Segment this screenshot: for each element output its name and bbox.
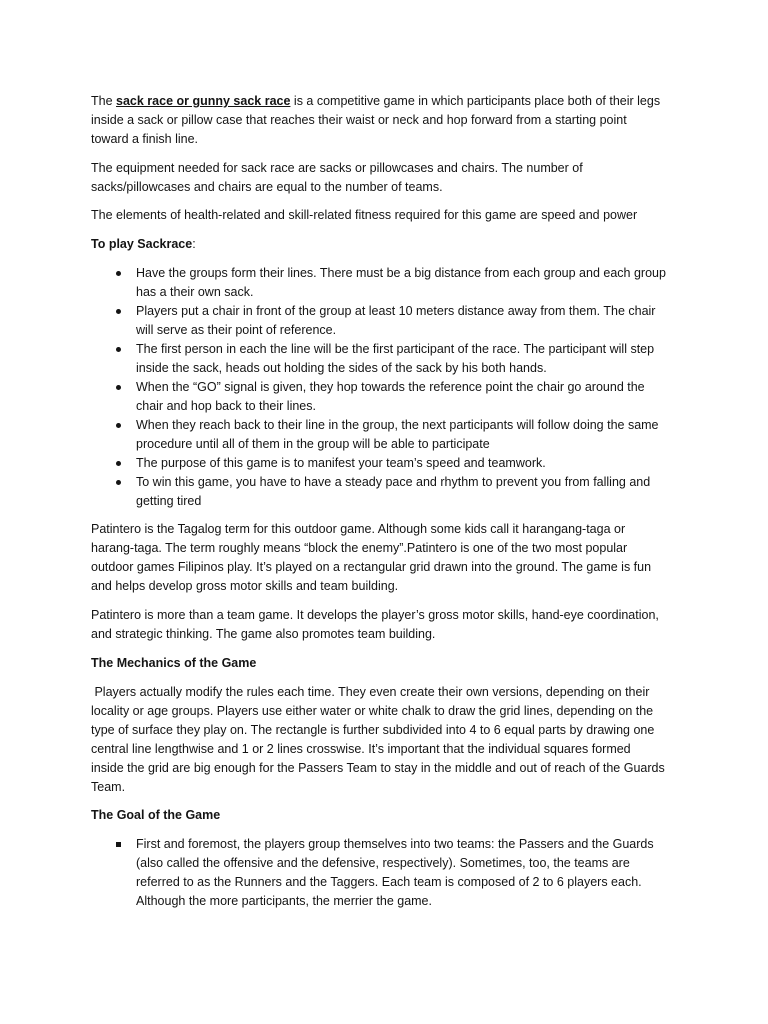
- text-line: The Goal of the Game: [91, 808, 221, 823]
- text-line: (also called the offensive and the defensive, respectively). Sometimes, too, the teams are: [136, 855, 630, 870]
- bullet-icon: [116, 480, 121, 485]
- text-line: and helps develop gross motor skills and team building.: [91, 579, 399, 594]
- list-item-step-4: [91, 378, 711, 416]
- text-line: procedure until all of them in the group will be able to participate: [136, 436, 490, 451]
- text-line: Players put a chair in front of the group at least 10 meters distance away from them. The chair: [136, 303, 656, 318]
- text-line: locality or age groups. Players use either water or white chalk to draw the grid lines, depending on the: [91, 703, 654, 718]
- paragraph-sack-race-equipment: [91, 159, 711, 197]
- text-line: The first person in each the line will be the first participant of the race. The participant will step: [136, 341, 655, 356]
- text-line: central line lengthwise and 1 or 2 lines crosswise. It’s important that the individual squares formed: [91, 741, 631, 756]
- bullet-icon: [116, 271, 121, 276]
- text-line: has a their own sack.: [136, 284, 254, 299]
- text-line: Patintero is the Tagalog term for this outdoor game. Although some kids call it harangang-taga or: [91, 522, 626, 537]
- text-line: To win this game, you have to have a steady pace and rhythm to prevent you from falling and: [136, 474, 651, 489]
- text-line: When the “GO” signal is given, they hop towards the reference point the chair go around the: [136, 379, 645, 394]
- text-line: When they reach back to their line in the group, the next participants will follow doing the same: [136, 417, 659, 432]
- text-line: type of surface they play on. The rectangle is further subdivided into 4 to 6 equal parts by drawing one: [91, 722, 655, 737]
- bullet-icon: [116, 461, 121, 466]
- heading-label: To play Sackrace: [91, 237, 193, 252]
- text-segment: is a competitive game in which participants place both of their legs: [290, 94, 661, 108]
- text-line: chair and hop back to their lines.: [136, 398, 316, 413]
- text-line: outdoor games Filipinos play. It’s played on a rectangular grid drawn into the ground. The game is fun: [91, 560, 652, 575]
- text-segment: The: [91, 94, 117, 108]
- bullet-icon: [116, 423, 121, 428]
- text-line: inside a sack or pillow case that reaches their waist or neck and hop forward from a starting point: [91, 113, 627, 127]
- list-sackrace-steps: [91, 264, 711, 511]
- document-body: [91, 92, 711, 921]
- text-line: The purpose of this game is to manifest your team’s speed and teamwork.: [136, 455, 546, 470]
- text-line: The elements of health-related and skill-related fitness required for this game are speed and power: [91, 208, 638, 223]
- text-line: harang-taga. The term roughly means “block the enemy”.Patintero is one of the two most popular: [91, 541, 628, 556]
- bullet-icon: [116, 385, 121, 390]
- heading-goal: [91, 806, 711, 825]
- paragraph-patintero-benefits: [91, 606, 711, 644]
- paragraph-sack-race-definition: [91, 92, 711, 149]
- text-line: [91, 92, 711, 111]
- list-item-step-1: [91, 264, 711, 302]
- text-line: referred to as the Runners and the Taggers. Each team is composed of 2 to 6 players each.: [136, 874, 642, 889]
- heading-punctuation: :: [192, 237, 196, 252]
- list-item-step-2: [91, 302, 711, 340]
- square-bullet-icon: [116, 842, 121, 847]
- text-line: Although the more participants, the merrier the game.: [136, 893, 432, 908]
- text-line: The equipment needed for sack race are sacks or pillowcases and chairs. The number of: [91, 160, 583, 175]
- list-item-step-5: [91, 416, 711, 454]
- text-line: First and foremost, the players group themselves into two teams: the Passers and the Guards: [136, 836, 654, 851]
- bullet-icon: [116, 347, 121, 352]
- text-line: Team.: [91, 779, 126, 794]
- text-line: inside the grid are big enough for the Passers Team to stay in the middle and out of reach of the Guards: [91, 760, 665, 775]
- bullet-icon: [116, 309, 121, 314]
- text-line: inside the sack, heads out holding the sides of the sack by his both hands.: [136, 360, 547, 375]
- text-line: and strategic thinking. The game also promotes team building.: [91, 627, 436, 642]
- list-goal: [91, 835, 711, 911]
- text-line: sacks/pillowcases and chairs are equal to the number of teams.: [91, 179, 443, 194]
- text-line: [91, 235, 711, 254]
- text-line: Patintero is more than a team game. It develops the player’s gross motor skills, hand-eye coordination,: [91, 608, 659, 623]
- text-line: Have the groups form their lines. There must be a big distance from each group and each group: [136, 265, 666, 280]
- text-line: Players actually modify the rules each time. They even create their own versions, depending on their: [91, 684, 650, 699]
- list-item-step-6: [91, 454, 711, 473]
- list-item-step-3: [91, 340, 711, 378]
- text-line: toward a finish line.: [91, 132, 199, 146]
- text-line: getting tired: [136, 493, 202, 508]
- text-line: will serve as their point of reference.: [136, 322, 337, 337]
- paragraph-mechanics: [91, 683, 711, 797]
- list-item-step-7: [91, 473, 711, 511]
- list-item-goal-1: [91, 835, 711, 911]
- heading-to-play-sackrace: [91, 235, 711, 254]
- heading-mechanics: [91, 654, 711, 673]
- sack-race-term: sack race or gunny sack race: [116, 94, 291, 108]
- text-line: The Mechanics of the Game: [91, 655, 257, 670]
- paragraph-fitness-elements: [91, 206, 711, 225]
- paragraph-patintero-intro: [91, 520, 711, 596]
